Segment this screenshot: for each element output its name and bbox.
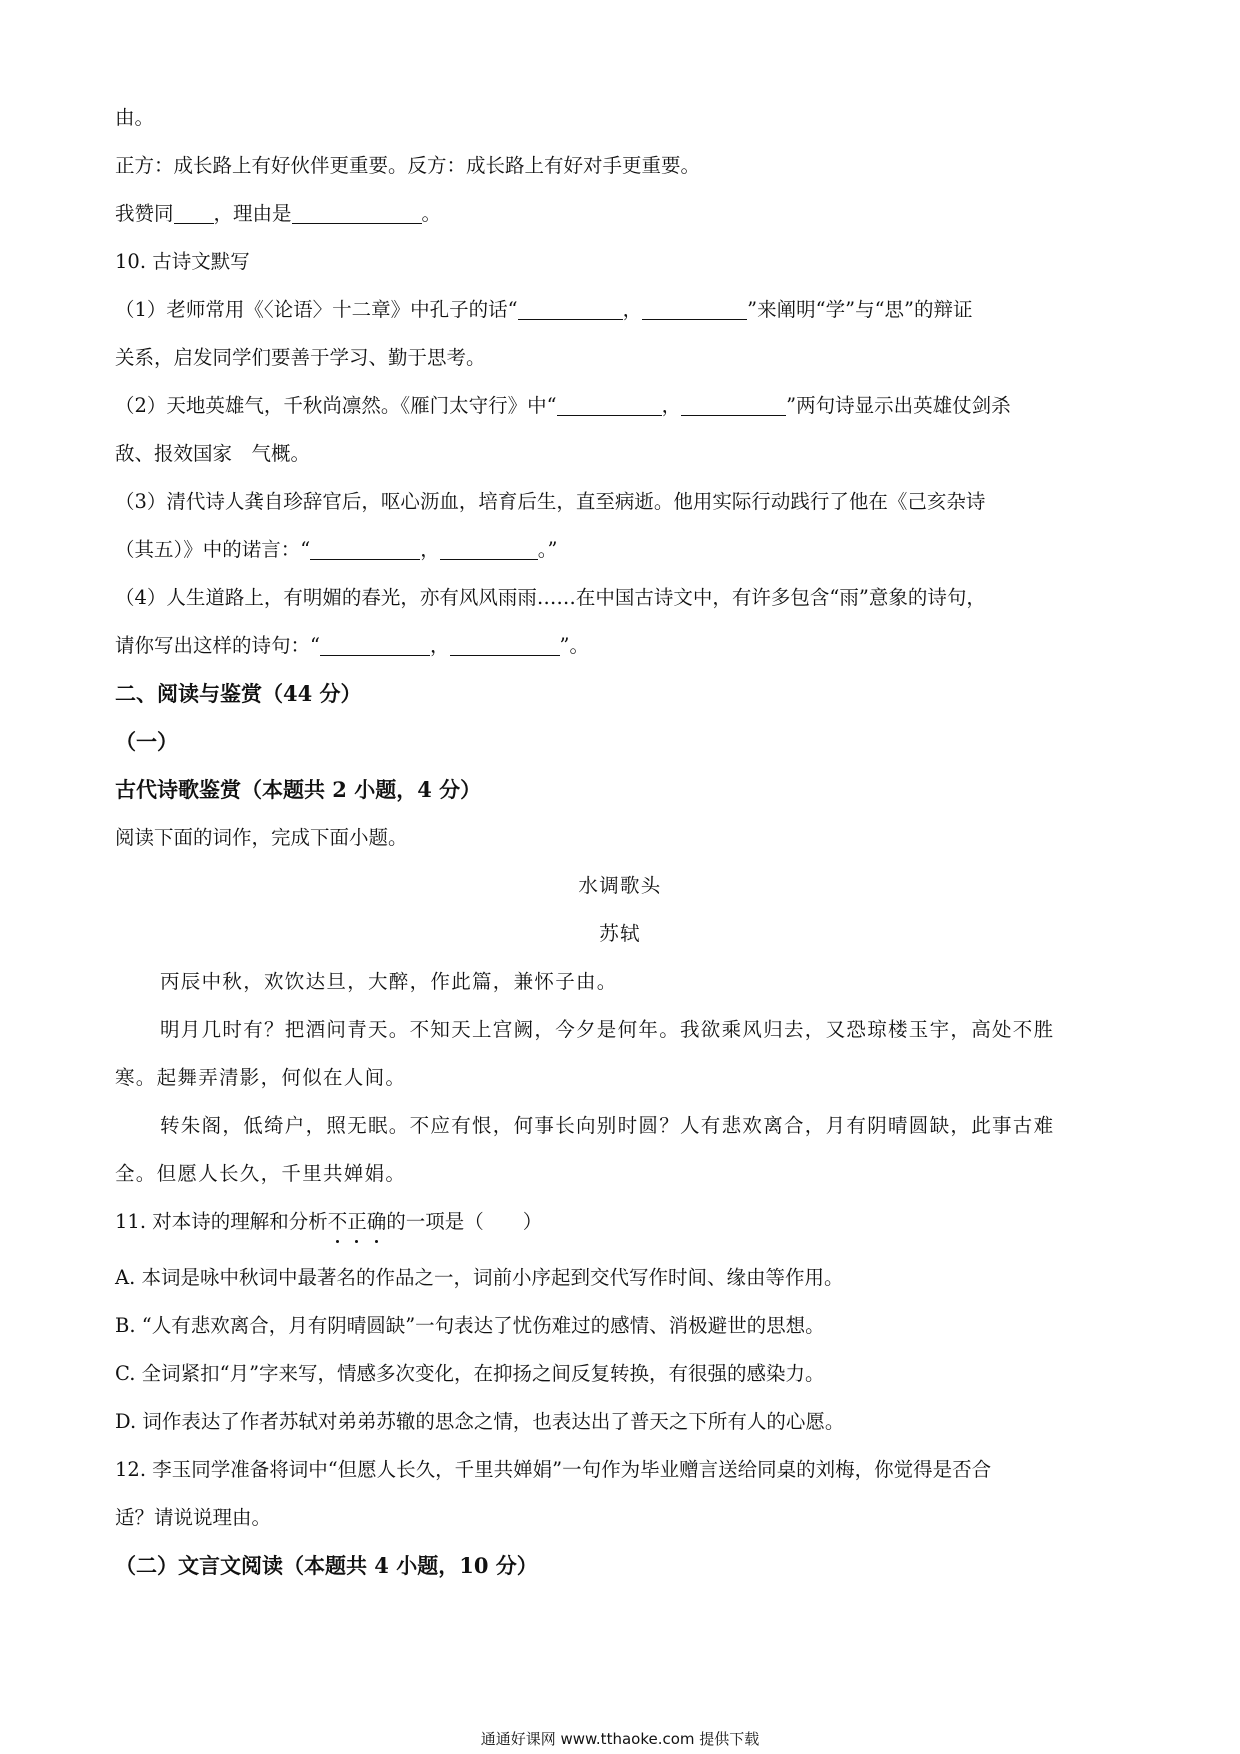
q12-stem	[115, 1456, 991, 1484]
subsection-label	[115, 728, 178, 756]
q11-option-b[interactable]	[115, 1312, 825, 1340]
q10-p4-b: 请你写出这样的诗句：“	[115, 634, 320, 657]
poem-author-text: 苏轼	[599, 922, 641, 945]
q10-title-text: 10. 古诗文默写	[115, 250, 250, 273]
q11-stem-b: 的一项是（ ）	[386, 1210, 543, 1233]
page-footer-text: 通通好课网 www.tthaoke.com 提供下载	[480, 1730, 760, 1748]
q11-stem-a: 11. 对本诗的理解和分析	[115, 1210, 328, 1233]
q10-p1-c: 关系，启发同学们要善于学习、勤于思考。	[115, 346, 486, 369]
q10-p4-cont	[115, 632, 589, 660]
q10-p1-b: ”来阐明“学”与“思”的辩证	[747, 298, 973, 321]
poem-title-text: 水调歌头	[578, 874, 662, 897]
q11-option-b-text: B. “人有悲欢离合，月有阴晴圆缺”一句表达了忧伤难过的感情、消极避世的思想。	[115, 1314, 825, 1337]
emphasis-char-text: 确	[366, 1210, 387, 1233]
q10-p3-cont	[115, 536, 557, 564]
q10-p3-c: 。”	[537, 538, 558, 561]
q9-debate-text: 正方：成长路上有好伙伴更重要。反方：成长路上有好对手更重要。	[115, 154, 701, 177]
reading-instruction	[115, 824, 408, 852]
answer-blank[interactable]	[642, 297, 747, 320]
q9-tail	[115, 104, 154, 132]
q10-p4-a: （4）人生道路上，有明媚的春光，亦有风风雨雨……在中国古诗文中，有许多包含“雨”意象的诗句，	[115, 586, 986, 609]
q11-option-d-text: D. 词作表达了作者苏轼对弟弟苏辙的思念之情，也表达出了普天之下所有人的心愿。	[115, 1410, 845, 1433]
q11-stem	[115, 1208, 542, 1236]
emphasis-char	[367, 1210, 387, 1233]
poem-stanza2-cont	[115, 1160, 406, 1188]
q10-p4-sep: ，	[429, 634, 450, 657]
answer-blank[interactable]	[450, 633, 560, 656]
q10-p3-sep: ，	[420, 538, 440, 561]
subsection-title	[115, 776, 481, 804]
poem-stanza2-a: 转朱阁，低绮户，照无眠。不应有恨，何事长向别时圆？人有悲欢离合，月有阴晴圆缺，此事古难	[160, 1114, 1055, 1137]
q10-p2-b: ”两句诗显示出英雄仗剑杀	[786, 394, 1011, 417]
poem-stanza2-b: 全。但愿人长久，千里共婵娟。	[115, 1162, 407, 1185]
q11-option-a[interactable]	[115, 1264, 843, 1292]
answer-blank[interactable]	[310, 537, 420, 560]
answer-blank[interactable]	[681, 393, 786, 416]
q11-option-c-text: C. 全词紧扣“月”字来写，情感多次变化，在抑扬之间反复转换，有很强的感染力。	[115, 1362, 825, 1385]
q9-tail-text: 由。	[115, 106, 155, 129]
q10-p1-sep: ，	[622, 298, 643, 321]
q10-p3-a: （3）清代诗人龚自珍辞官后，呕心沥血，培育后生，直至病逝。他用实际行动践行了他在《己亥杂诗	[115, 490, 986, 513]
q9-debate	[115, 152, 700, 180]
emphasis-char-text: 正	[347, 1210, 367, 1233]
emphasis-char	[347, 1210, 367, 1233]
q10-p4	[115, 584, 986, 612]
q10-p1-cont	[115, 344, 486, 372]
q12-stem-b: 适？请说说理由。	[115, 1506, 272, 1529]
q10-p2-cont	[115, 440, 310, 468]
q10-p4-c: ”。	[559, 634, 589, 657]
q10-p1-a: （1）老师常用《〈论语〉十二章》中孔子的话“	[115, 298, 518, 321]
q10-title	[115, 248, 250, 276]
poem-title	[0, 872, 1240, 900]
q9-fill-prefix: 我赞同	[115, 202, 174, 225]
q10-p3	[115, 488, 985, 516]
poem-preface-text: 丙辰中秋，欢饮达旦，大醉，作此篇，兼怀子由。	[160, 970, 618, 993]
answer-blank[interactable]	[518, 297, 623, 320]
answer-blank[interactable]	[557, 393, 662, 416]
q9-fill	[115, 200, 441, 228]
answer-blank[interactable]	[320, 633, 430, 656]
emphasis-char	[328, 1210, 348, 1233]
q11-option-a-text: A. 本词是咏中秋词中最著名的作品之一，词前小序起到交代写作时间、缘由等作用。	[115, 1266, 844, 1289]
section-heading-2	[115, 1552, 538, 1580]
q9-fill-mid: ，理由是	[213, 202, 292, 225]
poem-stanza1-cont	[115, 1064, 406, 1092]
q10-p2-a: （2）天地英雄气，千秋尚凛然。《雁门太守行》中“	[115, 394, 557, 417]
q10-p2	[115, 392, 1011, 420]
answer-blank[interactable]	[440, 537, 538, 560]
subsection-title-text: 古代诗歌鉴赏（本题共 2 小题，4 分）	[115, 777, 482, 802]
poem-preface	[160, 968, 618, 996]
poem-stanza2	[160, 1112, 1054, 1140]
emphasis-dot	[336, 1240, 339, 1243]
section-heading-text: 二、阅读与鉴赏（44 分）	[115, 681, 362, 706]
q10-p3-b: （其五）》中的诺言：“	[115, 538, 311, 561]
emphasis-char-text: 不	[327, 1210, 348, 1233]
q12-stem-a: 12. 李玉同学准备将词中“但愿人长久，千里共婵娟”一句作为毕业赠言送给同桌的刘梅，你觉得是否合	[115, 1458, 992, 1481]
emphasis-dot	[375, 1240, 378, 1243]
answer-blank[interactable]	[174, 201, 214, 224]
q12-stem-cont	[115, 1504, 271, 1532]
poem-stanza1	[160, 1016, 1054, 1044]
q10-p1	[115, 296, 973, 324]
q10-p2-sep: ，	[661, 394, 682, 417]
page-footer	[0, 1728, 1240, 1749]
subsection-label-text: （一）	[115, 729, 178, 754]
q11-option-c[interactable]	[115, 1360, 825, 1388]
reading-instruction-text: 阅读下面的词作，完成下面小题。	[115, 826, 408, 849]
poem-stanza1-a: 明月几时有？把酒问青天。不知天上宫阙，今夕是何年。我欲乘风归去，又恐琼楼玉宇，高处不胜	[160, 1018, 1055, 1041]
emphasis-dot	[355, 1240, 358, 1243]
poem-stanza1-b: 寒。起舞弄清影，何似在人间。	[115, 1066, 407, 1089]
q11-option-d[interactable]	[115, 1408, 844, 1436]
q9-fill-end: 。	[421, 202, 442, 225]
section-heading	[115, 680, 362, 708]
q10-p2-c: 敌、报效国家 气概。	[115, 442, 311, 465]
section-heading-2-text: （二）文言文阅读（本题共 4 小题，10 分）	[115, 1553, 538, 1578]
answer-blank[interactable]	[292, 201, 422, 224]
poem-author	[0, 920, 1240, 948]
